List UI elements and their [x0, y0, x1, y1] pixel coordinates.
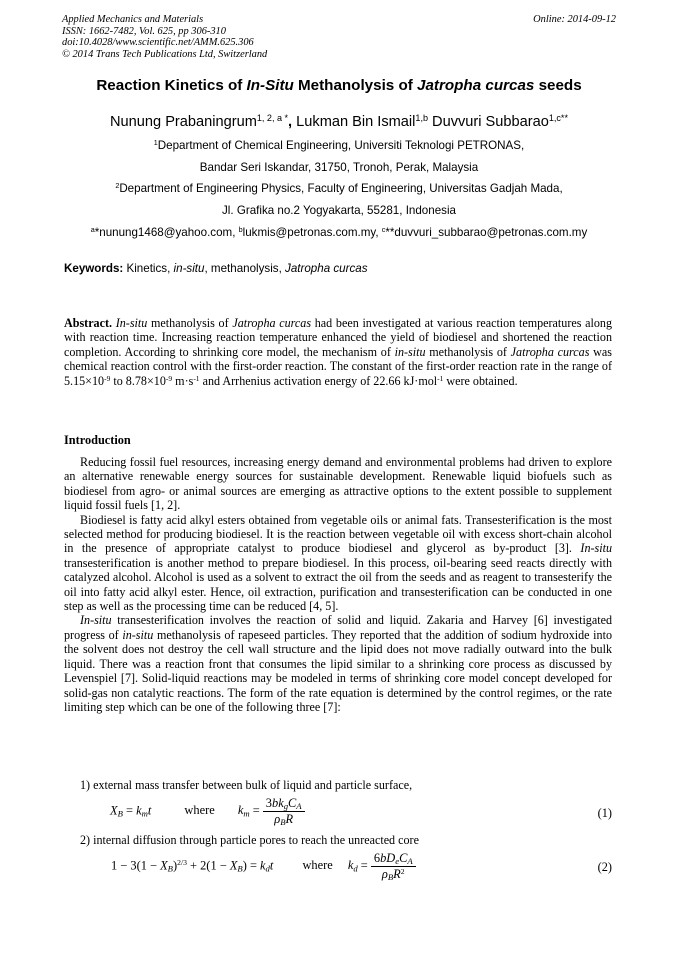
journal-name: Applied Mechanics and Materials — [62, 14, 204, 25]
email-link[interactable]: **duvvuri_subbarao@petronas.com.my — [385, 226, 588, 239]
section-heading-introduction: Introduction — [64, 433, 131, 447]
author-name: Duvvuri Subbarao — [427, 114, 549, 130]
copyright: © 2014 Trans Tech Publications Ltd, Switzerland — [62, 48, 268, 60]
paragraph: Biodiesel is fatty acid alkyl esters obtained from vegetable oils or animal fats. Transesterification is the most selected method for producing biodiesel. It is the reaction between vegetable oil with excess short-chain alcohol in the presence of appropriate catalyst to produce biodiesel and glycerol as by-product [3]. In-situ transesterification is another method to prepare biodiesel. In this process, oil-bearing seed reacts directly with catalyzed alcohol. Alcohol is used as a solvent to extract the oil from the seeds and as reagent to transesterify the oil into fatty acid alkyl ester. Hence, oil extraction, purification and transesterification can be conducted in one step as well as the processing time can be reduced [4, 5]. — [64, 512, 612, 614]
affiliation-1: $^1$Department of Chemical Engineering, Universiti Teknologi PETRONAS, — [153, 138, 525, 152]
online-date: Online: 2014-09-12 — [533, 14, 616, 25]
paragraph: Reducing fossil fuel resources, increasing energy demand and environmental problems had driven to explore an alternative renewable energy sources for sustainable development. Renewable liquid biofuels such as biodiesel from agro- or animal sources are emerging as attractive options to the extent possible to supplement liquid fossil fuels [1, 2]. — [64, 455, 612, 513]
keywords: Keywords: Kinetics, in-situ, methanolysis, Jatropha curcas — [64, 262, 368, 275]
equation-where: where — [302, 858, 333, 873]
affiliation-2: $^2$Department of Engineering Physics, Faculty of Engineering, Universitas Gadjah Mada, — [115, 181, 563, 195]
equation-1: $X_B = k_mt$ where $k_m$ = $\frac{3bk_gC_A}{\rho_BR}$ — [110, 796, 305, 827]
email-link[interactable]: lukmis@petronas.com.my, — [242, 226, 382, 239]
author-list: Nunung Prabaningrum$^{1, 2, a *}$, Lukman Bin Ismail$^{1,b}$ Duvvuri Subbarao$^{1,c**}$ — [110, 113, 568, 130]
paragraph: In-situ transesterification involves the reaction of solid and liquid. Zakaria and Harvey [6] investigated progress of in-situ methanolysis of rapeseed particles. They reported that the addition of sodium hydroxide into the solvent does not destroy the cell wall structure and the lipid does not move radially outward into the bulk liquid. There was a reaction front that consumes the lipid similar to a shrinking core process as discussed by Levenspiel [7]. Solid-liquid reactions may be modeled in terms of shrinking core model concept developed for solid-gas non catalytic reactions. The form of the rate equation is determined by the control regimes, or the rate limiting step which can be one of the following three [7]: — [64, 613, 612, 714]
list-item: 1) external mass transfer between bulk of liquid and particle surface, — [80, 778, 413, 792]
email-link[interactable]: *nunung1468@yahoo.com, — [94, 226, 239, 239]
doi: doi:10.4028/www.scientific.net/AMM.625.306 — [62, 37, 254, 49]
introduction-body — [64, 455, 612, 714]
abstract-label: Abstract. — [64, 316, 113, 330]
equation-2: $1 - 3(1 - X_B)^{2/3} + 2(1 - X_B) = k_dt$ where $k_d$ = $\frac{6bD_eC_A}{\rho_BR^2}$ — [111, 851, 416, 882]
affiliation-2-address: Jl. Grafika no.2 Yogyakarta, 55281, Indonesia — [222, 204, 456, 217]
equation-fraction: $\frac{6bD_eC_A}{\rho_BR^2}$ — [371, 851, 416, 882]
author-name: Nunung Prabaningrum — [110, 114, 257, 130]
affiliation-1-address: Bandar Seri Iskandar, 31750, Tronoh, Perak, Malaysia — [199, 161, 479, 174]
equation-number: (1) — [597, 806, 612, 820]
list-item: 2) internal diffusion through particle pores to reach the unreacted core — [80, 833, 419, 847]
issn: ISSN: 1662-7482, Vol. 625, pp 306-310 — [62, 25, 226, 37]
author-emails: $^a$*nunung1468@yahoo.com, $^b$lukmis@petronas.com.my, $^c$**duvvuri_subbarao@petronas.com.my — [90, 225, 588, 239]
equation-fraction: $\frac{3bk_gC_A}{\rho_BR}$ — [263, 796, 305, 827]
equation-where: where — [184, 803, 215, 818]
journal-info — [62, 14, 267, 60]
abstract: Abstract. In-situ methanolysis of Jatropha curcas had been investigated at various reaction temperatures along with reaction time. Increasing reaction temperature enhanced the yield of biodiesel and shortened the reaction completion. According to shrinking core model, the mechanism of in-situ methanolysis of Jatropha curcas was chemical reaction control with the first-order reaction. The constant of the first-order reaction rate in the range of $5.15\times 10^{-9}$ to $8.78\times 10^{-9}$ $m\cdot s^{-1}$ and Arrhenius activation energy of 22.66 kJ·mol$^{-1}$ were obtained. — [64, 316, 612, 388]
paper-title: Reaction Kinetics of In-Situ Methanolysis of Jatropha curcas seeds — [96, 77, 582, 94]
author-name: Lukman Bin Ismail — [296, 114, 416, 130]
equation-number: (2) — [597, 860, 612, 874]
